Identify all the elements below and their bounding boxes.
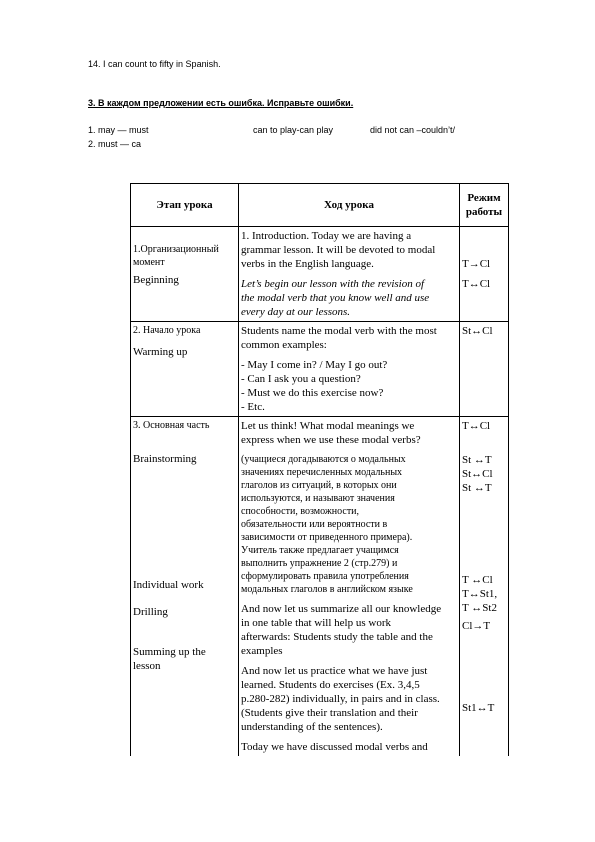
list-item: - Etc. bbox=[241, 401, 265, 413]
mode-label: T↔St1, bbox=[462, 588, 498, 600]
mode-label: T ↔Cl bbox=[462, 574, 493, 586]
stage-ru: 2. Начало урока bbox=[133, 325, 201, 336]
answer-1-part-2: can to play-can play bbox=[253, 125, 334, 135]
text-line: examples bbox=[241, 645, 283, 657]
stage-drilling: Drilling bbox=[133, 606, 168, 618]
answer-1-part-1: 1. may — must bbox=[88, 125, 149, 135]
mode-label: T↔Cl bbox=[462, 278, 491, 290]
stage-cell bbox=[131, 417, 239, 757]
mode-label: St ↔T bbox=[462, 482, 492, 494]
text-line: And now let us summarize all our knowledge bbox=[241, 603, 442, 615]
text-line: Учитель также предлагает учащимся bbox=[241, 545, 399, 556]
stage-brainstorming: Brainstorming bbox=[133, 453, 197, 465]
mode-label: St1↔T bbox=[462, 702, 495, 714]
table-row bbox=[131, 227, 509, 322]
paragraph bbox=[241, 324, 457, 352]
text-line: afterwards: Students study the table and the bbox=[241, 631, 433, 643]
list-item: - Must we do this exercise now? bbox=[241, 387, 384, 399]
stage-ru-line2: момент bbox=[133, 257, 165, 268]
header-stage: Этап урока bbox=[131, 184, 239, 227]
paragraph-italic bbox=[241, 277, 457, 319]
stage-summing-up-line2: lesson bbox=[133, 660, 161, 672]
header-process: Ход урока bbox=[239, 184, 460, 227]
stage-summing-up-line1: Summing up the bbox=[133, 646, 206, 658]
text-line: Today we have discussed modal verbs and bbox=[241, 741, 428, 753]
exercise-item-14: 14. I can count to fifty in Spanish. bbox=[88, 59, 221, 69]
mode-label: T→Cl bbox=[462, 258, 491, 270]
stage-individual-work: Individual work bbox=[133, 579, 204, 591]
examples-list bbox=[241, 358, 457, 414]
text-line: in one table that will help us work bbox=[241, 617, 391, 629]
text-line: And now let us practice what we have just bbox=[241, 665, 428, 677]
mode-cell bbox=[460, 322, 509, 417]
text-line: express when we use these modal verbs? bbox=[241, 434, 421, 446]
exercise-3-heading: 3. В каждом предложении есть ошибка. Исправьте ошибки. bbox=[88, 98, 354, 108]
process-cell bbox=[239, 227, 460, 322]
mode-label: St↔Cl bbox=[462, 325, 493, 337]
mode-label: Cl→T bbox=[462, 620, 491, 632]
mode-label: T ↔St2 bbox=[462, 602, 497, 614]
text-line: глаголов из ситуаций, в которых они bbox=[241, 480, 397, 491]
table-row bbox=[131, 417, 509, 757]
text-line: grammar lesson. It will be devoted to modal bbox=[241, 244, 436, 256]
table-row bbox=[131, 322, 509, 417]
list-item: - Can I ask you a question? bbox=[241, 373, 361, 385]
lesson-plan-table bbox=[130, 183, 509, 756]
stage-ru-line1: 1.Организационный bbox=[133, 244, 219, 255]
stage-en: Beginning bbox=[133, 274, 179, 286]
mode-label: T↔Cl bbox=[462, 420, 491, 432]
answer-1-part-3: did not can –couldn’t/ bbox=[370, 125, 456, 135]
mode-label: St↔Cl bbox=[462, 468, 493, 480]
text-line: 1. Introduction. Today we are having a bbox=[241, 230, 412, 242]
paragraph bbox=[241, 740, 457, 754]
stage-en: Warming up bbox=[133, 346, 188, 358]
paragraph bbox=[241, 419, 457, 447]
table-header-row bbox=[131, 184, 509, 227]
text-line: common examples: bbox=[241, 339, 327, 351]
text-line: Students name the modal verb with the most bbox=[241, 325, 437, 337]
text-line: выполнить упражнение 2 (стр.279) и bbox=[241, 558, 398, 569]
answer-2-part-1: 2. must — ca bbox=[88, 139, 142, 149]
mode-cell bbox=[460, 417, 509, 757]
process-cell bbox=[239, 322, 460, 417]
text-line: зависимости от приведенного примера). bbox=[241, 532, 413, 543]
paragraph-ru bbox=[241, 453, 457, 596]
text-line: every day at our lessons. bbox=[241, 306, 351, 318]
text-line: verbs in the English language. bbox=[241, 258, 374, 270]
text-line: сформулировать правила употребления bbox=[241, 571, 409, 582]
text-line: модальных глаголов в английском языке bbox=[241, 584, 413, 595]
text-line: p.280-282) individually, in pairs and in class. bbox=[241, 693, 440, 705]
stage-ru: 3. Основная часть bbox=[133, 420, 210, 431]
list-item: - May I come in? / May I go out? bbox=[241, 359, 388, 371]
mode-label: St ↔T bbox=[462, 454, 492, 466]
text-line: значениях перечисленных модальных bbox=[241, 467, 403, 478]
text-line: обязательности или вероятности в bbox=[241, 519, 388, 530]
header-mode-line1: Режим bbox=[467, 192, 501, 204]
stage-cell bbox=[131, 227, 239, 322]
text-line: способности, возможности, bbox=[241, 506, 360, 517]
paragraph bbox=[241, 229, 457, 271]
text-line: (Students give their translation and their bbox=[241, 707, 418, 719]
paragraph bbox=[241, 664, 457, 734]
text-line: the modal verb that you know well and use bbox=[241, 292, 430, 304]
text-line: learned. Students do exercises (Ex. 3,4,5 bbox=[241, 679, 420, 691]
text-line: используются, и называют значения bbox=[241, 493, 395, 504]
header-mode bbox=[460, 184, 509, 227]
text-line: understanding of the sentences). bbox=[241, 721, 383, 733]
mode-cell bbox=[460, 227, 509, 322]
text-line: Let’s begin our lesson with the revision of bbox=[241, 278, 425, 290]
process-cell bbox=[239, 417, 460, 757]
header-mode-line2: работы bbox=[465, 206, 503, 218]
text-line: (учащиеся догадываются о модальных bbox=[241, 454, 406, 465]
text-line: Let us think! What modal meanings we bbox=[241, 420, 415, 432]
stage-cell bbox=[131, 322, 239, 417]
paragraph bbox=[241, 602, 457, 658]
